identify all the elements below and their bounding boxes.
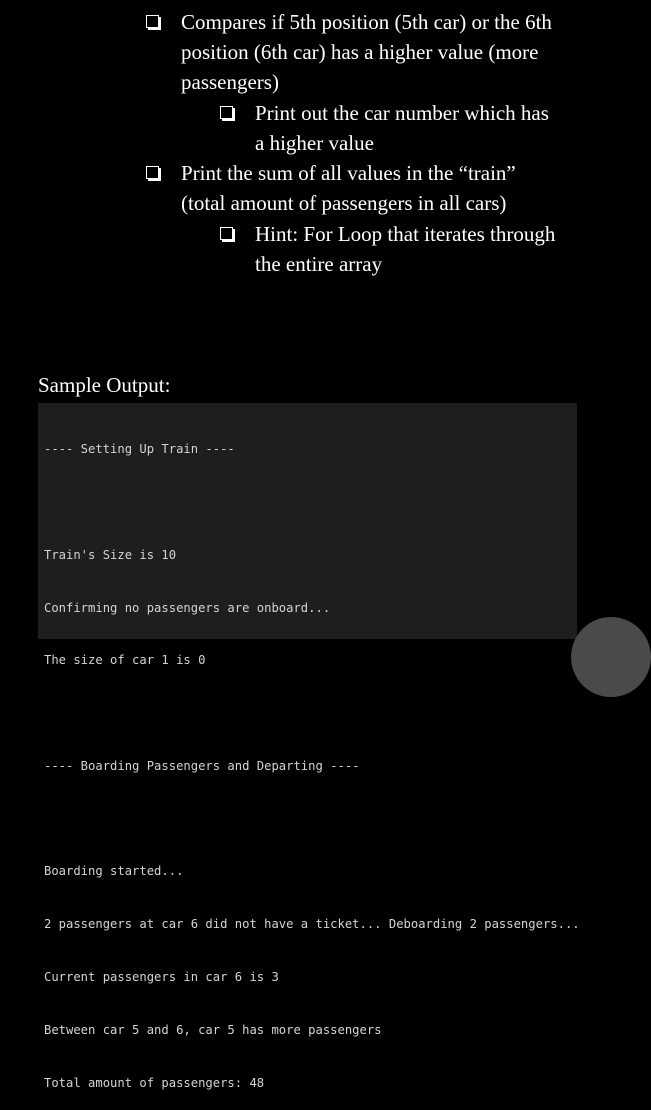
checklist-item-line: the entire array [255,252,383,276]
floating-action-button[interactable] [571,617,651,697]
console-line: Current passengers in car 6 is 3 [44,970,279,984]
console-line: ---- Boarding Passengers and Departing ---- [44,758,360,773]
checklist-item-line: passengers) [181,70,279,94]
checklist-item-line: Print the sum of all values in the “train” [181,161,516,185]
console-line: Train's Size is 10 [44,547,177,562]
console-line [44,811,577,829]
console-line [44,705,577,723]
checklist-item-compare-positions [181,7,552,97]
console-line: Between car 5 and 6, car 5 has more passengers [44,1022,382,1037]
console-line: 2 passengers at car 6 did not have a ticket... Deboarding 2 passengers... [44,917,580,932]
checklist-item-line: a higher value [255,131,374,155]
checklist-item-line: Hint: For Loop that iterates through [255,222,556,246]
sample-output-label: Sample Output: [38,373,171,397]
checklist-item-line: Compares if 5th position (5th car) or the 6th [181,10,552,34]
checklist-item-print-sum [181,158,516,218]
console-line [44,494,577,512]
checkbox-icon [146,15,159,28]
checklist-item-line: (total amount of passengers in all cars) [181,191,507,215]
checklist-subitem-hint [255,219,555,279]
console-line: ---- Setting Up Train ---- [44,442,235,457]
console-line: The size of car 1 is 0 [44,653,206,668]
checklist-subitem-print-car-number [255,98,549,158]
console-output [38,403,580,1090]
checklist-item-line: Print out the car number which has [255,101,549,125]
console-line: Total amount of passengers: 48 [44,1075,265,1090]
console-line: Boarding started... [44,864,184,879]
console-line: Confirming no passengers are onboard... [44,600,331,615]
checkbox-icon [220,227,233,240]
checkbox-icon [220,106,233,119]
checklist-item-line: position (6th car) has a higher value (more [181,40,539,64]
checkbox-icon [146,166,159,179]
